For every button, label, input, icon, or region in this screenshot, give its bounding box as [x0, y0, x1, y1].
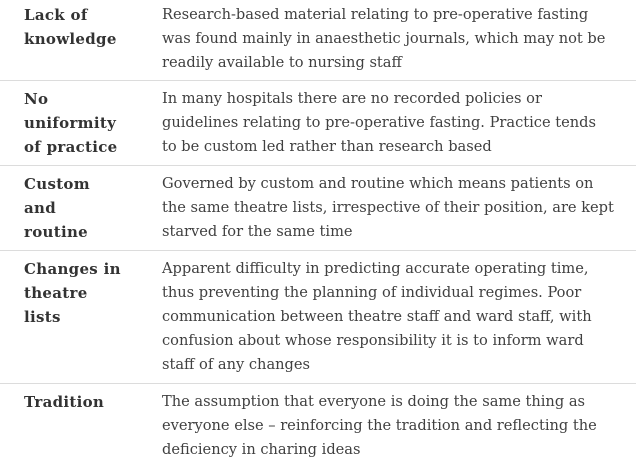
- table-row: [0, 81, 636, 166]
- row-description: In many hospitals there are no recorded policies or guidelines relating to pre-operative fasting. Practice tends to be custom led rather than research based: [162, 90, 596, 155]
- table-row: [0, 166, 636, 251]
- row-description: Apparent difficulty in predicting accurate operating time, thus preventing the planning of individual regimes. Poor communication between theatre staff and ward staff, with confusion about whose responsibility it is to inform ward staff of any changes: [162, 260, 592, 373]
- row-term: Custom and routine: [24, 175, 90, 241]
- table-row: [0, 0, 636, 81]
- table-row: [0, 384, 636, 466]
- table-row: [0, 251, 636, 384]
- row-term: Lack of knowledge: [24, 6, 117, 48]
- row-description: Governed by custom and routine which means patients on the same theatre lists, irrespective of their position, are kept starved for the same time: [162, 175, 614, 240]
- row-description: Research-based material relating to pre-operative fasting was found mainly in anaesthetic journals, which may not be readily available to nursing staff: [162, 6, 606, 71]
- row-term: No uniformity of practice: [24, 90, 118, 156]
- row-term: Changes in theatre lists: [24, 260, 121, 326]
- row-description: The assumption that everyone is doing the same thing as everyone else – reinforcing the tradition and reflecting the deficiency in charing ideas: [162, 393, 597, 458]
- row-term: Tradition: [24, 393, 105, 411]
